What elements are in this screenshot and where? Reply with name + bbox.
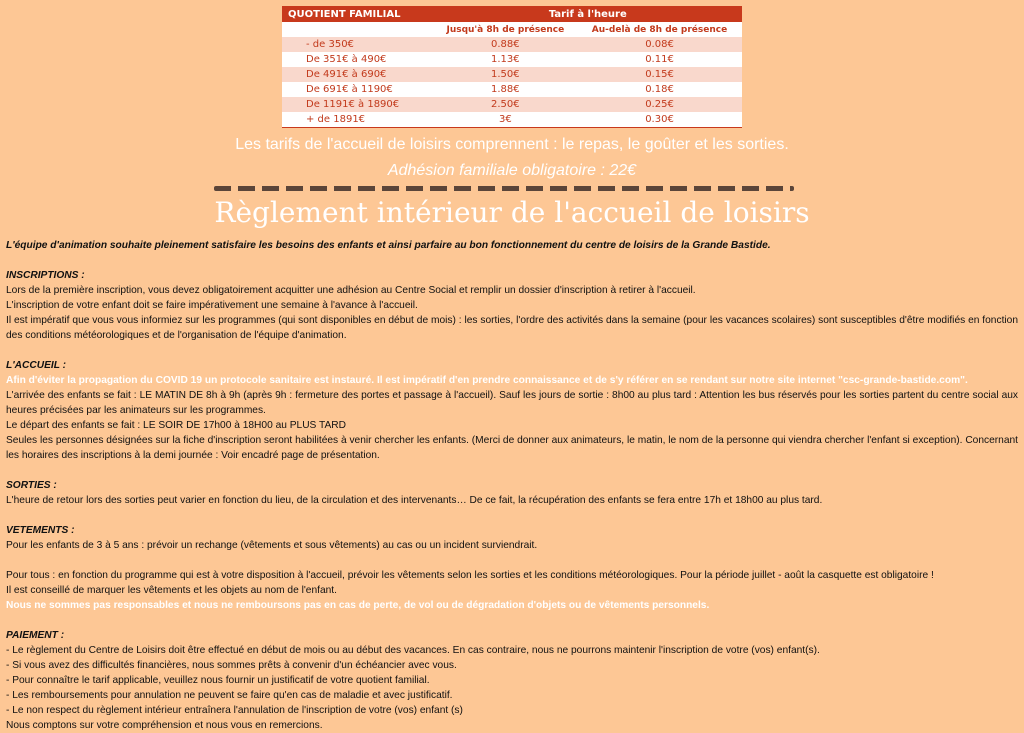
table-header-tarif: Tarif à l'heure [434,6,742,22]
covid-notice: Afin d'éviter la propagation du COVID 19 un protocole sanitaire est instauré. Il est impératif d'en prendre connaissance et de s'y référer en se rendant sur notre site internet "csc-grande-bastide.com". [6,375,968,386]
inscriptions-title: INSCRIPTIONS : [6,270,85,281]
paiement-title: PAIEMENT : [6,630,65,641]
quotient-cell: - de 350€ [282,37,434,52]
quotient-cell: De 691€ à 1190€ [282,82,434,97]
paiement-text-4: - Les remboursements pour annulation ne peuvent se faire qu'en cas de maladie et avec justificatif. [6,690,453,701]
tarif-cell: 0.30€ [577,112,742,128]
accueil-text-2: Le départ des enfants se fait : LE SOIR DE 17h00 à 18H00 au PLUS TARD [6,420,346,431]
table-subheader-audela: Au-delà de 8h de présence [577,22,742,37]
paiement-text-2: - Si vous avez des difficultés financières, nous sommes prêts à convenir d'un échéancier avec vous. [6,660,457,671]
tarif-cell: 1.50€ [434,67,577,82]
vetements-text-4: Nous ne sommes pas responsables et nous ne remboursons pas en cas de perte, de vol ou de dégradation d'objets ou de vêtements personnels. [6,600,710,611]
accueil-text-1: L'arrivée des enfants se fait : LE MATIN DE 8h à 9h (après 9h : fermeture des portes et passage à l'accueil). Sauf les jours de sortie : 8h00 au plus tard : Attention les bus réservés pour les sorties partent du centre social aux heures précisées par les animateurs sur les programmes. [6,390,1018,416]
vetements-text-1: Pour les enfants de 3 à 5 ans : prévoir un rechange (vêtements et sous vêtements) au cas ou un incident surviendrait. [6,540,538,551]
accueil-title: L'ACCUEIL : [6,360,66,371]
page-title: Règlement intérieur de l'accueil de loisirs [214,196,810,229]
intro-text: L'équipe d'animation souhaite pleinement satisfaire les besoins des enfants et ainsi parfaire au bon fonctionnement du centre de loisirs de la Grande Bastide. [6,240,771,251]
quotient-cell: De 491€ à 690€ [282,67,434,82]
inscriptions-text-2: L'inscription de votre enfant doit se faire impérativement une semaine à l'avance à l'accueil. [6,300,418,311]
tarif-cell: 0.25€ [577,97,742,112]
sorties-title: SORTIES : [6,480,57,491]
note-adhesion: Adhésion familiale obligatoire : 22€ [387,162,637,179]
table-row [282,112,742,128]
quotient-cell: + de 1891€ [282,112,434,128]
quotient-cell: De 1191€ à 1890€ [282,97,434,112]
table-row [282,52,742,67]
accueil-text-3: Seules les personnes désignées sur la fiche d'inscription seront habilitées à venir chercher les enfants. (Merci de donner aux animateurs, le matin, le nom de la personne qui viendra chercher l'enfant si exception). Concernant les horaires des inscriptions à la demi journée : Voir encadré page de présentation. [6,435,1018,461]
inscriptions-text-3: Il est impératif que vous vous informiez sur les programmes (qui sont disponibles en début de mois) : les sorties, l'ordre des activités dans la semaine (pour les vacances scolaires) sont susceptibles d'être modifiés en fonction des conditions météorologiques et de l'organisation de l'équipe d'animation. [6,315,1018,341]
tarif-cell: 0.15€ [577,67,742,82]
tarif-cell: 0.11€ [577,52,742,67]
paiement-text-6: Nous comptons sur votre compréhension et nous vous en remercions. [6,720,323,731]
table-row [282,37,742,52]
dashed-divider [214,186,794,191]
tarif-cell: 1.88€ [434,82,577,97]
sorties-text-1: L'heure de retour lors des sorties peut varier en fonction du lieu, de la circulation et des intervenants… De ce fait, la récupération des enfants se fera entre 17h et 18h00 au plus tard. [6,495,823,506]
tarif-cell: 0.18€ [577,82,742,97]
quotient-cell: De 351€ à 490€ [282,52,434,67]
table-row [282,67,742,82]
tarif-cell: 1.13€ [434,52,577,67]
tarif-cell: 0.88€ [434,37,577,52]
table-subheader-jusqua: Jusqu'à 8h de présence [434,22,577,37]
vetements-text-2: Pour tous : en fonction du programme qui est à votre disposition à l'accueil, prévoir les vêtements selon les sorties et les conditions météorologiques. Pour la période juillet - août la casquette est obligatoire ! [6,570,934,581]
vetements-text-3: Il est conseillé de marquer les vêtements et les objets au nom de l'enfant. [6,585,337,596]
tarif-cell: 3€ [434,112,577,128]
tarif-cell: 2.50€ [434,97,577,112]
reglement-body [6,238,1018,733]
table-row [282,97,742,112]
note-tarifs: Les tarifs de l'accueil de loisirs comprennent : le repas, le goûter et les sorties. [235,136,789,153]
paiement-text-5: - Le non respect du règlement intérieur entraînera l'annulation de l'inscription de votre (vos) enfant (s) [6,705,463,716]
tarif-cell: 0.08€ [577,37,742,52]
tarif-table [282,6,742,128]
paiement-text-1: - Le règlement du Centre de Loisirs doit être effectué en début de mois ou au début des vacances. En cas contraire, nous ne pourrons maintenir l'inscription de votre (vos) enfant(s). [6,645,820,656]
vetements-title: VETEMENTS : [6,525,75,536]
table-subheader-row [282,22,742,37]
paiement-text-3: - Pour connaître le tarif applicable, veuillez nous fournir un justificatif de votre quotient familial. [6,675,430,686]
inscriptions-text-1: Lors de la première inscription, vous devez obligatoirement acquitter une adhésion au Centre Social et remplir un dossier d'inscription à retirer à l'accueil. [6,285,696,296]
table-row [282,82,742,97]
table-header-quotient: QUOTIENT FAMILIAL [282,6,434,22]
